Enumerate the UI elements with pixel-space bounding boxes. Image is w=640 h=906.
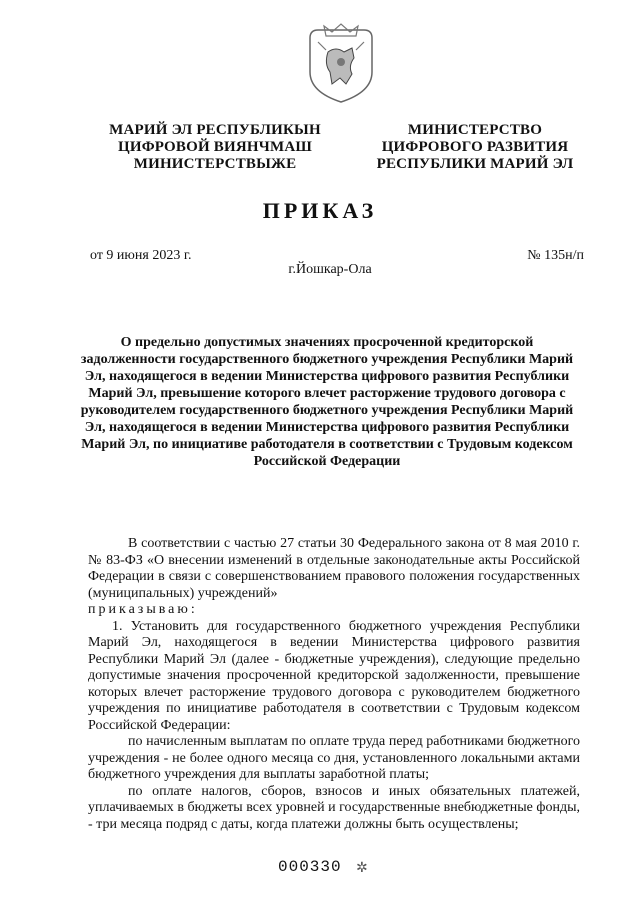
- document-subject: О предельно допустимых значениях просроченной кредиторской задолженности государственного бюджетного учреждения Республики Марий Эл, находящегося в ведении Министерства цифрового развития Республики Марий Эл, превышение которого влечет расторжение трудового договора с руководителем государственного бюджетного учреждения Республики Марий Эл, находящегося в ведении Министерства цифрового развития Республики Марий Эл, по инициативе работодателя в соответствии с Трудовым кодексом Российской Федерации: [80, 335, 574, 469]
- document-title: ПРИКАЗ: [262, 198, 378, 223]
- body-intro: В соответствии с частью 27 статьи 30 Федерального закона от 8 мая 2010 г. № 83-ФЗ «О внесении изменений в отдельные законодательные акты Российской Федерации в связи с совершенствованием правового положения государственных (муниципальных) учреждений»: [88, 536, 580, 601]
- document-number: № 135н/п: [527, 248, 584, 263]
- ministry-name-mari: [100, 122, 330, 173]
- header-left-line-3: МИНИСТЕРСТВЫЖЕ: [133, 156, 297, 172]
- coat-of-arms-icon: [302, 22, 380, 106]
- header-right-line-2: ЦИФРОВОГО РАЗВИТИЯ: [381, 139, 569, 155]
- body-item-salary: по начисленным выплатам по оплате труда перед работниками бюджетного учреждения - не более одного месяца со дня, установленного локальными актами бюджетного учреждения для выплаты заработной платы;: [88, 734, 580, 782]
- body-item-taxes: по оплате налогов, сборов, взносов и иных обязательных платежей, уплачиваемых в бюджеты всех уровней и государственные внебюджетные фонды, - три месяца подряд с даты, когда платежи должны быть осуществлены;: [88, 783, 580, 832]
- serial-number: 000330: [278, 858, 342, 876]
- header-right-line-3: РЕСПУБЛИКИ МАРИЙ ЭЛ: [376, 156, 574, 172]
- document-date: от 9 июня 2023 г.: [90, 248, 192, 263]
- document-city: г.Йошкар-Ола: [288, 262, 372, 277]
- header-right-line-1: МИНИСТЕРСТВО: [407, 122, 543, 138]
- header-left-line-2: ЦИФРОВОЙ ВИЯНЧМАШ: [117, 139, 313, 155]
- body-item-1: 1. Установить для государственного бюджетного учреждения Республики Марий Эл, находящегося в ведении Министерства цифрового развития Республики Марий Эл (далее - бюджетные учреждения), следующие предельно допустимые значения просроченной кредиторской задолженности, превышение которых влечет расторжение трудового договора с руководителем бюджетного учреждения по инициативе работодателя в соответствии с Трудовым кодексом Российской Федерации:: [88, 618, 580, 733]
- ministry-name-russian: [360, 122, 590, 173]
- document-body: [88, 536, 580, 833]
- body-order-word: приказываю:: [88, 602, 198, 617]
- stamp-mark-icon: ✲: [356, 861, 368, 876]
- header-left-line-1: МАРИЙ ЭЛ РЕСПУБЛИКЫН: [109, 122, 321, 138]
